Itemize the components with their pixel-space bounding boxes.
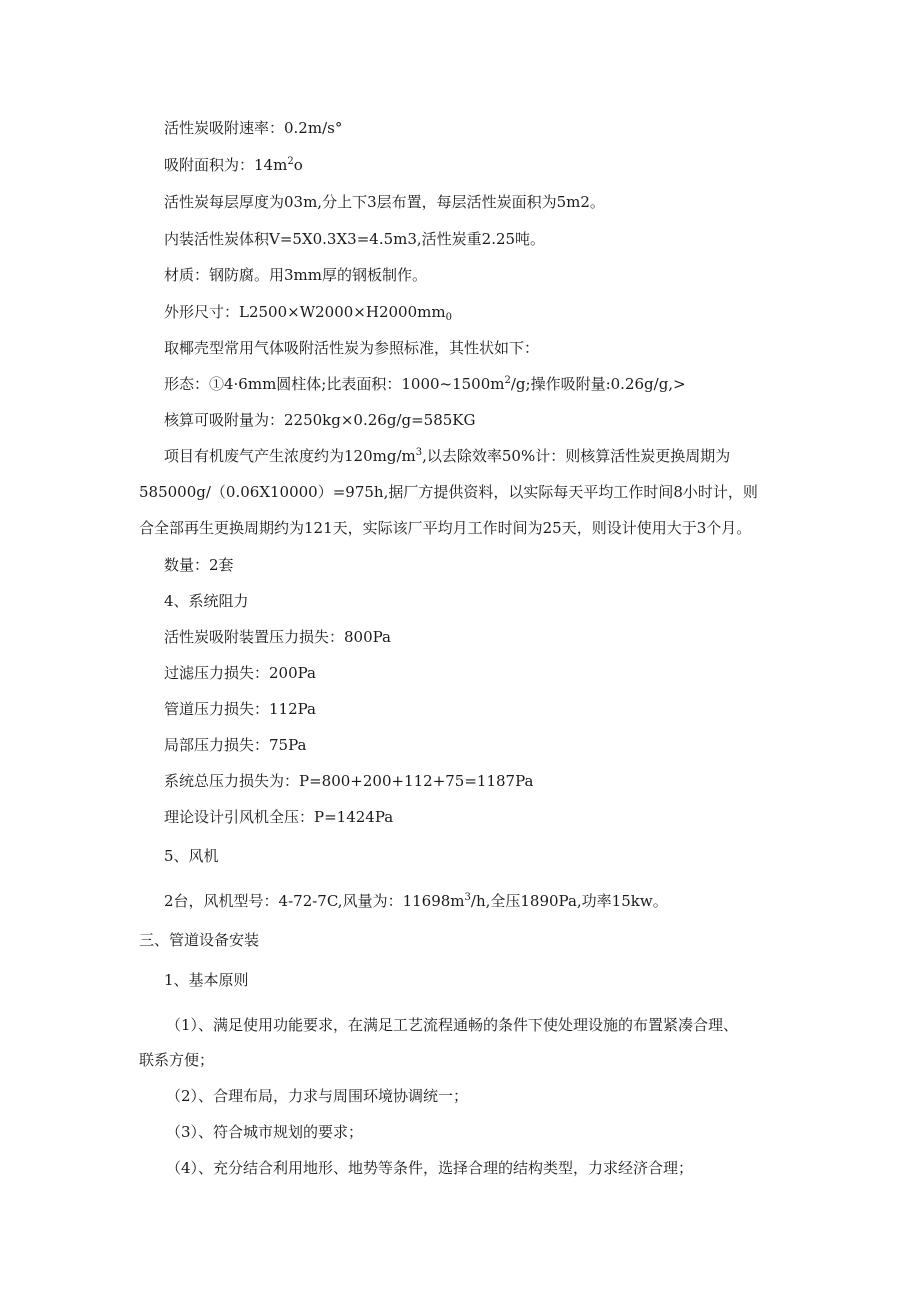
section-heading: 1、基本原则 [164,971,249,989]
text-line: 过滤压力损失：200Pa [164,664,316,682]
chapter-heading: 三、管道设备安装 [139,931,260,949]
text-line: 吸附面积为：$14m^2o$ [164,156,303,174]
text-line: （2）、合理布局，力求与周围环境协调统一； [166,1087,469,1105]
section-heading: 4、系统阻力 [164,592,249,610]
text-line: 2台，风机型号：4-72-7C,风量为：$11698m^3/h$,全压1890Pa,功率15kw。 [164,892,668,910]
text-line: 内装活性炭体积V=5X0.3X3=4.5m3,活性炭重2.25吨。 [164,230,546,248]
text-line: 活性炭吸附装置压力损失：800Pa [164,628,391,646]
text-line: 外形尺寸：$L2500\times W2000\times H2000mm_0$ [164,303,452,323]
text-line: 局部压力损失：75Pa [164,736,307,754]
section-heading: 5、风机 [164,847,219,865]
text-line: （1）、满足使用功能要求，在满足工艺流程通畅的条件下使处理设施的布置紧凑合理、 [166,1016,739,1034]
text-line: 取椰壳型常用气体吸附活性炭为参照标准，其性状如下： [164,339,540,357]
text-line: 系统总压力损失为：P=800+200+112+75=1187Pa [164,772,534,790]
text-line: （4）、充分结合利用地形、地势等条件，选择合理的结构类型，力求经济合理； [166,1159,694,1177]
text-line: 项目有机废气产生浓度约为$120mg/m^3$,以去除效率50%计：则核算活性炭更换周期为 [164,447,731,465]
text-line: 材质：钢防腐。用3mm厚的钢板制作。 [164,266,427,284]
text-line: 合全部再生更换周期约为121天，实际该厂平均月工作时间为25天，则设计使用大于3个月。 [139,519,752,537]
text-line: 活性炭每层厚度为03m,分上下3层布置，每层活性炭面积为5m2。 [164,193,605,211]
text-line: 管道压力损失：112Pa [164,700,316,718]
text-line: （3）、符合城市规划的要求； [166,1123,364,1141]
text-line: 形态：①4·6mm圆柱体;比表面积：$1000\sim 1500m^2/g$;操作吸附量:0.26g/g,> [164,375,686,393]
text-line: 数量：2套 [164,556,234,574]
text-line: 585000g/（0.06X10000）=975h,据厂方提供资料，以实际每天平均工作时间8小时计，则 [139,483,758,501]
text-line: 理论设计引风机全压：P=1424Pa [164,808,394,826]
text-line: 核算可吸附量为：2250kg×0.26g/g=585KG [164,411,476,429]
text-line: 联系方便； [139,1051,215,1069]
text-line: 活性炭吸附速率：0.2m/s° [164,119,343,137]
